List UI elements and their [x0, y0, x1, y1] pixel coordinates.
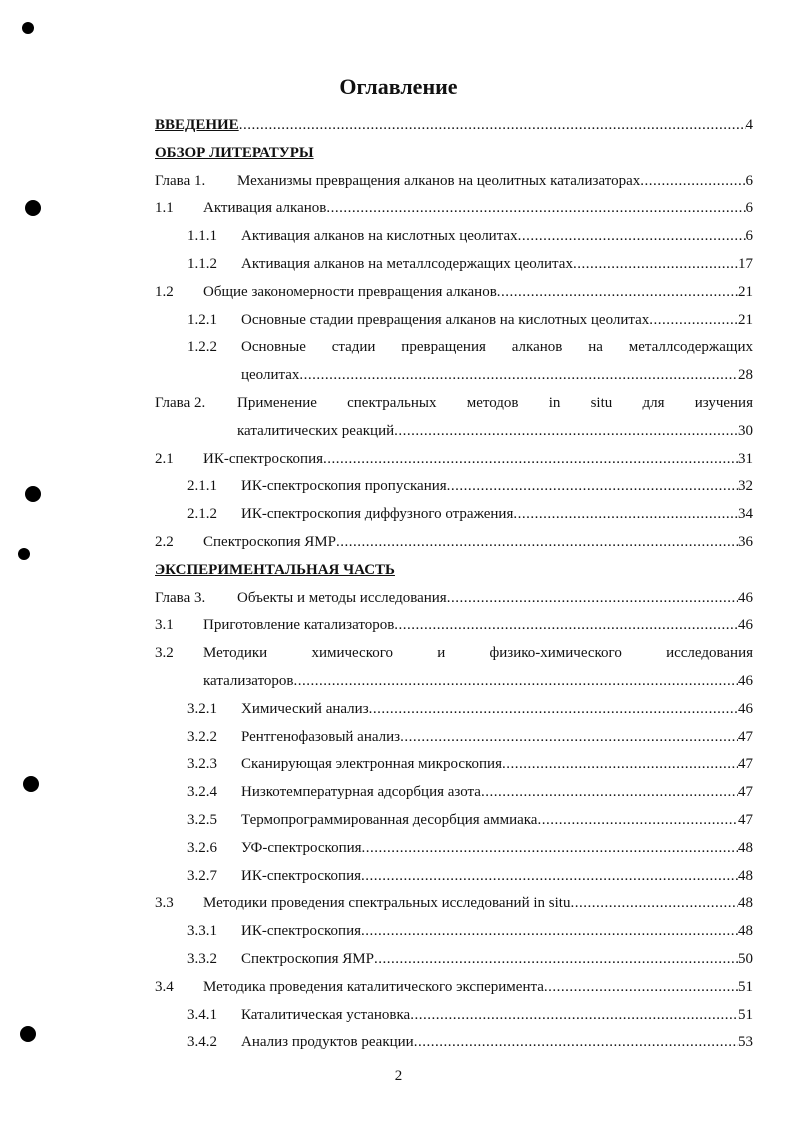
toc-entry[interactable]: [155, 251, 753, 279]
toc-entry-body: [241, 835, 753, 863]
toc-entry-body: [237, 585, 753, 613]
toc-entry-title[interactable]: Методика проведения каталитического эксперимента: [203, 978, 544, 995]
toc-entry-title-continued[interactable]: каталитических реакций: [237, 422, 395, 439]
toc-entry[interactable]: [155, 501, 753, 529]
leader-dots: [570, 890, 738, 918]
leader-dots: [414, 1029, 738, 1057]
toc-entry-title[interactable]: Основные стадии превращения алканов на кислотных цеолитах: [241, 311, 650, 328]
toc-entry-title[interactable]: Методики проведения спектральных исследований in situ: [203, 895, 571, 912]
leader-dots: [518, 223, 746, 251]
toc-entry-body: [241, 696, 753, 724]
toc-entry-title[interactable]: Механизмы превращения алканов на цеолитных катализаторах: [237, 172, 641, 189]
toc-entry[interactable]: [155, 585, 753, 613]
toc-entry-number: 1.1: [155, 200, 174, 217]
toc-entry-body: [203, 668, 753, 696]
punch-hole-mark: [22, 22, 34, 34]
toc-entry[interactable]: [155, 612, 753, 640]
toc-page-number: 51: [738, 1006, 753, 1023]
toc-entry-title[interactable]: ИК-спектроскопия: [203, 450, 324, 467]
toc-entry-number: 1.1.2: [187, 255, 217, 272]
toc-entry-title[interactable]: ИК-спектроскопия: [241, 867, 362, 884]
toc-entry-title[interactable]: ИК-спектроскопия диффузного отражения: [241, 506, 514, 523]
table-of-contents: [155, 112, 753, 1057]
toc-entry-number: Глава 3.: [155, 589, 206, 606]
toc-entry[interactable]: [155, 195, 753, 223]
toc-entry-title[interactable]: ИК-спектроскопия: [241, 923, 362, 940]
toc-entry-body: [241, 918, 753, 946]
toc-entry-number: 3.3.2: [187, 950, 217, 967]
toc-section: [155, 112, 753, 140]
toc-entry-number: 3.2.7: [187, 867, 217, 884]
toc-entry[interactable]: [155, 446, 753, 474]
toc-entry-number: Глава 2.: [155, 394, 206, 411]
toc-entry-number: 3.4.2: [187, 1034, 217, 1051]
toc-entry[interactable]: [155, 390, 753, 418]
leader-dots: [299, 362, 738, 390]
leader-dots: [361, 863, 738, 891]
toc-page-number: 48: [738, 895, 753, 912]
toc-entry-number: 3.2.4: [187, 784, 217, 801]
leader-dots: [326, 195, 745, 223]
toc-entry-number: 2.1.1: [187, 478, 217, 495]
toc-entry-body: [241, 751, 753, 779]
toc-entry-body: [241, 501, 753, 529]
toc-entry-number: 3.2.5: [187, 811, 217, 828]
toc-page-number: 4: [745, 117, 753, 133]
toc-page-number: 17: [738, 255, 753, 272]
toc-entry-number: 1.1.1: [187, 228, 217, 245]
toc-entry[interactable]: [155, 473, 753, 501]
leader-dots: [362, 835, 738, 863]
toc-entry-number: 3.3: [155, 895, 174, 912]
toc-page-number: 46: [738, 617, 753, 634]
toc-entry-title[interactable]: Рентгенофазовый анализ: [241, 728, 401, 745]
leader-dots: [394, 418, 738, 446]
toc-entry-title[interactable]: Каталитическая установка: [241, 1006, 411, 1023]
toc-page-number: 48: [738, 867, 753, 884]
leader-dots: [502, 751, 738, 779]
toc-entry-title[interactable]: Спектроскопия ЯМР: [241, 950, 374, 967]
toc-entry-number: 3.2: [155, 645, 174, 662]
toc-entry-number: 1.2.2: [187, 339, 217, 356]
toc-entry-title[interactable]: Термопрограммированная десорбция аммиака: [241, 811, 538, 828]
toc-entry[interactable]: [155, 112, 753, 140]
toc-entry[interactable]: [155, 223, 753, 251]
toc-entry[interactable]: [155, 696, 753, 724]
toc-page-number: 31: [738, 450, 753, 467]
toc-entry[interactable]: [155, 835, 753, 863]
toc-page-number: 6: [745, 228, 753, 245]
toc-section: [155, 140, 753, 168]
toc-entry[interactable]: [155, 140, 753, 168]
toc-entry-continuation[interactable]: [155, 362, 753, 390]
toc-page-number: 30: [738, 422, 753, 439]
toc-entry-number: Глава 1.: [155, 172, 206, 189]
leader-dots: [640, 168, 745, 196]
toc-section-title[interactable]: ОБЗОР ЛИТЕРАТУРЫ: [155, 144, 314, 161]
leader-dots: [323, 446, 738, 474]
toc-page-number: 47: [738, 756, 753, 773]
toc-entry-body: [237, 168, 753, 196]
toc-entry-number: 2.1: [155, 450, 174, 467]
toc-entry-body: [241, 307, 753, 335]
leader-dots: [394, 612, 738, 640]
toc-entry-number: 2.1.2: [187, 506, 217, 523]
toc-page-number: 34: [738, 506, 753, 523]
toc-page-number: 46: [738, 700, 753, 717]
toc-entry[interactable]: [155, 1002, 753, 1030]
leader-dots: [374, 946, 738, 974]
leader-dots: [544, 974, 738, 1002]
toc-entry-body: [203, 974, 753, 1002]
toc-entry-title[interactable]: Приготовление катализаторов: [203, 617, 395, 634]
toc-entry-number: 2.2: [155, 533, 174, 550]
toc-page-number: 48: [738, 839, 753, 856]
toc-entry[interactable]: [155, 974, 753, 1002]
toc-section: [155, 557, 753, 585]
leader-dots: [537, 807, 738, 835]
toc-entry-title-continued[interactable]: катализаторов: [203, 672, 294, 689]
toc-entry-body: [241, 863, 753, 891]
toc-entry-body: [203, 446, 753, 474]
toc-entry-body: [241, 473, 753, 501]
toc-entry-number: 3.4.1: [187, 1006, 217, 1023]
toc-entry[interactable]: [155, 918, 753, 946]
punch-hole-mark: [23, 776, 39, 792]
punch-hole-mark: [20, 1026, 36, 1042]
toc-entry-number: 3.1: [155, 617, 174, 634]
toc-entry-body: [241, 362, 753, 390]
toc-entry-number: 3.2.2: [187, 728, 217, 745]
toc-entry-body: [241, 779, 753, 807]
punch-hole-mark: [18, 548, 30, 560]
toc-entry-title[interactable]: Общие закономерности превращения алканов: [203, 283, 497, 300]
toc-entry-title[interactable]: Активация алканов на кислотных цеолитах: [241, 228, 518, 245]
leader-dots: [447, 585, 738, 613]
leader-dots: [361, 918, 738, 946]
toc-page-number: 48: [738, 923, 753, 940]
toc-page-number: 51: [738, 978, 753, 995]
leader-dots: [649, 307, 738, 335]
toc-entry-body: [241, 334, 753, 362]
leader-dots: [410, 1002, 738, 1030]
toc-entry-title[interactable]: ИК-спектроскопия пропускания: [241, 478, 447, 495]
leader-dots: [513, 501, 738, 529]
toc-entry[interactable]: [155, 890, 753, 918]
toc-entry-title[interactable]: Активация алканов на металлсодержащих цеолитах: [241, 255, 573, 272]
leader-dots: [294, 668, 738, 696]
toc-entry[interactable]: [155, 640, 753, 668]
toc-page-number: 32: [738, 478, 753, 495]
toc-entry-title[interactable]: Анализ продуктов реакции: [241, 1034, 414, 1051]
toc-entry-body: [203, 890, 753, 918]
toc-page-number: 21: [738, 283, 753, 300]
toc-entry[interactable]: [155, 1029, 753, 1057]
toc-entry-body: [203, 612, 753, 640]
leader-dots: [336, 529, 738, 557]
toc-entry-title[interactable]: Низкотемпературная адсорбция азота: [241, 784, 481, 801]
toc-page-number: 36: [738, 533, 753, 550]
toc-page-number: 6: [745, 200, 753, 217]
toc-entry[interactable]: [155, 751, 753, 779]
toc-entry-number: 3.3.1: [187, 923, 217, 940]
toc-entry[interactable]: [155, 334, 753, 362]
toc-entry-title[interactable]: Активация алканов: [203, 200, 327, 217]
toc-entry-number: 3.4: [155, 978, 174, 995]
toc-entry-body: [241, 946, 753, 974]
toc-entry-number: 3.2.3: [187, 756, 217, 773]
toc-entry-body: [237, 418, 753, 446]
toc-entry-continuation[interactable]: [155, 418, 753, 446]
toc-entry-body: [203, 640, 753, 668]
toc-page-number: 53: [738, 1034, 753, 1051]
toc-entry-body: [241, 1002, 753, 1030]
toc-entry-number: 3.2.1: [187, 700, 217, 717]
leader-dots: [447, 473, 738, 501]
toc-page-number: 46: [738, 589, 753, 606]
toc-entry[interactable]: [155, 557, 753, 585]
toc-entry-title[interactable]: Объекты и методы исследования: [237, 589, 447, 606]
toc-entry-number: 3.2.6: [187, 839, 217, 856]
toc-page-number: 46: [738, 672, 753, 689]
toc-entry-continuation[interactable]: [155, 668, 753, 696]
toc-entry-title[interactable]: Химический анализ: [241, 700, 369, 717]
leader-dots: [369, 696, 738, 724]
toc-entry[interactable]: [155, 168, 753, 196]
toc-page-number: 47: [738, 784, 753, 801]
toc-entry[interactable]: [155, 946, 753, 974]
toc-entry-number: 1.2.1: [187, 311, 217, 328]
toc-entry-body: [241, 807, 753, 835]
toc-entry-body: [241, 1029, 753, 1057]
punch-hole-mark: [25, 200, 41, 216]
toc-entry-body: [241, 251, 753, 279]
toc-entry-title[interactable]: Применение спектральных методов in situ для изучения: [237, 394, 753, 411]
toc-entry-body: [203, 279, 753, 307]
toc-entry-body: [203, 195, 753, 223]
toc-page-number: 47: [738, 728, 753, 745]
toc-entry[interactable]: [155, 279, 753, 307]
leader-dots: [573, 251, 738, 279]
toc-section-title[interactable]: ВВЕДЕНИЕ: [155, 117, 239, 133]
toc-entry[interactable]: [155, 307, 753, 335]
toc-entry-title[interactable]: Спектроскопия ЯМР: [203, 533, 336, 550]
toc-entry-body: [237, 390, 753, 418]
punch-hole-mark: [25, 486, 41, 502]
toc-entry-title[interactable]: Методики химического и физико-химического исследования: [203, 645, 753, 662]
page-title: Оглавление: [339, 74, 458, 99]
toc-page-number: 21: [738, 311, 753, 328]
toc-page-number: 6: [745, 172, 753, 189]
leader-dots: [400, 724, 738, 752]
toc-entry[interactable]: [155, 807, 753, 835]
toc-entry-title[interactable]: Сканирующая электронная микроскопия: [241, 756, 502, 773]
leader-dots: [481, 779, 738, 807]
toc-entry-body: [203, 529, 753, 557]
leader-dots: [239, 112, 746, 140]
toc-entry-title-continued[interactable]: цеолитах: [241, 367, 300, 384]
toc-entry[interactable]: [155, 529, 753, 557]
toc-page-number: 50: [738, 950, 753, 967]
toc-entry-title[interactable]: Основные стадии превращения алканов на металлсодержащих: [241, 339, 753, 356]
toc-entry[interactable]: [155, 724, 753, 752]
toc-page-number: 47: [738, 811, 753, 828]
toc-entry[interactable]: [155, 863, 753, 891]
toc-entry-title[interactable]: УФ-спектроскопия: [241, 839, 362, 856]
toc-entry-body: [241, 724, 753, 752]
toc-entry-number: 1.2: [155, 283, 174, 300]
page-number: 2: [394, 1068, 403, 1084]
leader-dots: [497, 279, 738, 307]
toc-entry-body: [241, 223, 753, 251]
toc-section-title[interactable]: ЭКСПЕРИМЕНТАЛЬНАЯ ЧАСТЬ: [155, 561, 395, 578]
toc-entry[interactable]: [155, 779, 753, 807]
toc-page-number: 28: [738, 367, 753, 384]
